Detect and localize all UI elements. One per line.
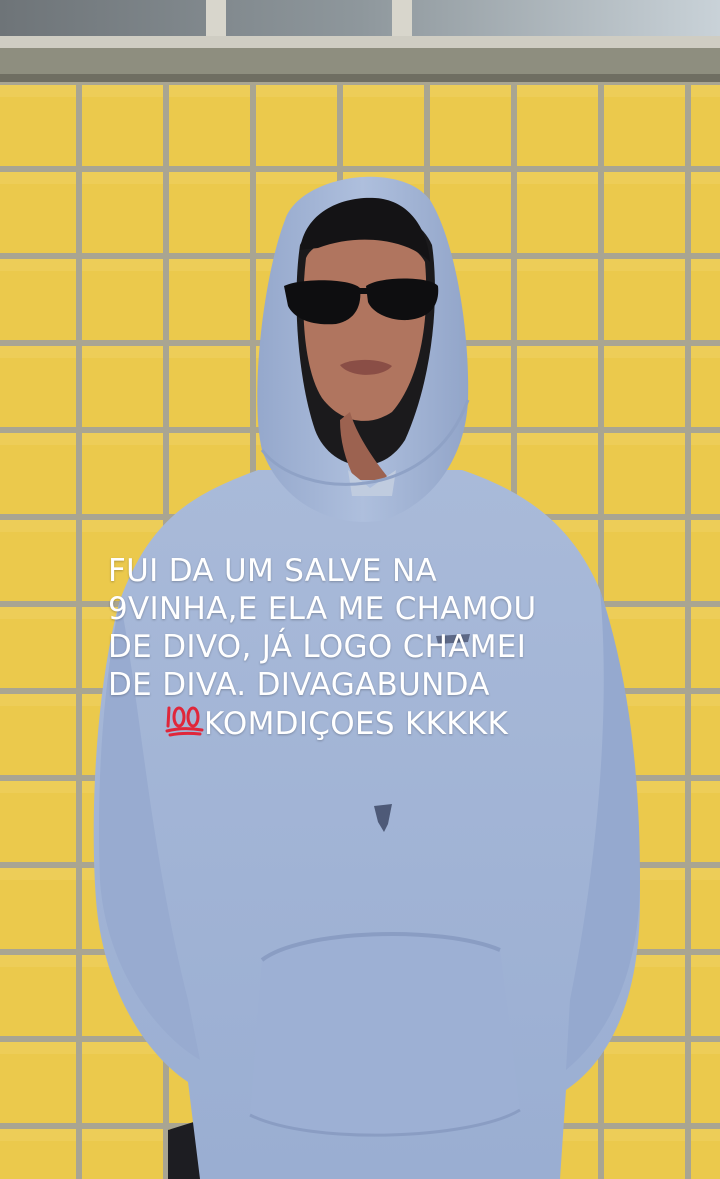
story-caption (108, 552, 648, 742)
caption-line: FUI DA UM SALVE NA (108, 553, 437, 589)
caption-line-last (108, 704, 648, 742)
caption-line: 9VINHA,E ELA ME CHAMOU (108, 591, 537, 627)
wall-ledge (0, 48, 720, 78)
caption-line: DE DIVA. DIVAGABUNDA (108, 667, 490, 703)
caption-line-text: KOMDIÇOES KKKKK (204, 706, 509, 742)
hundred-points-icon (164, 704, 204, 738)
caption-line: DE DIVO, JÁ LOGO CHAMEI (108, 629, 527, 665)
window (0, 0, 720, 48)
